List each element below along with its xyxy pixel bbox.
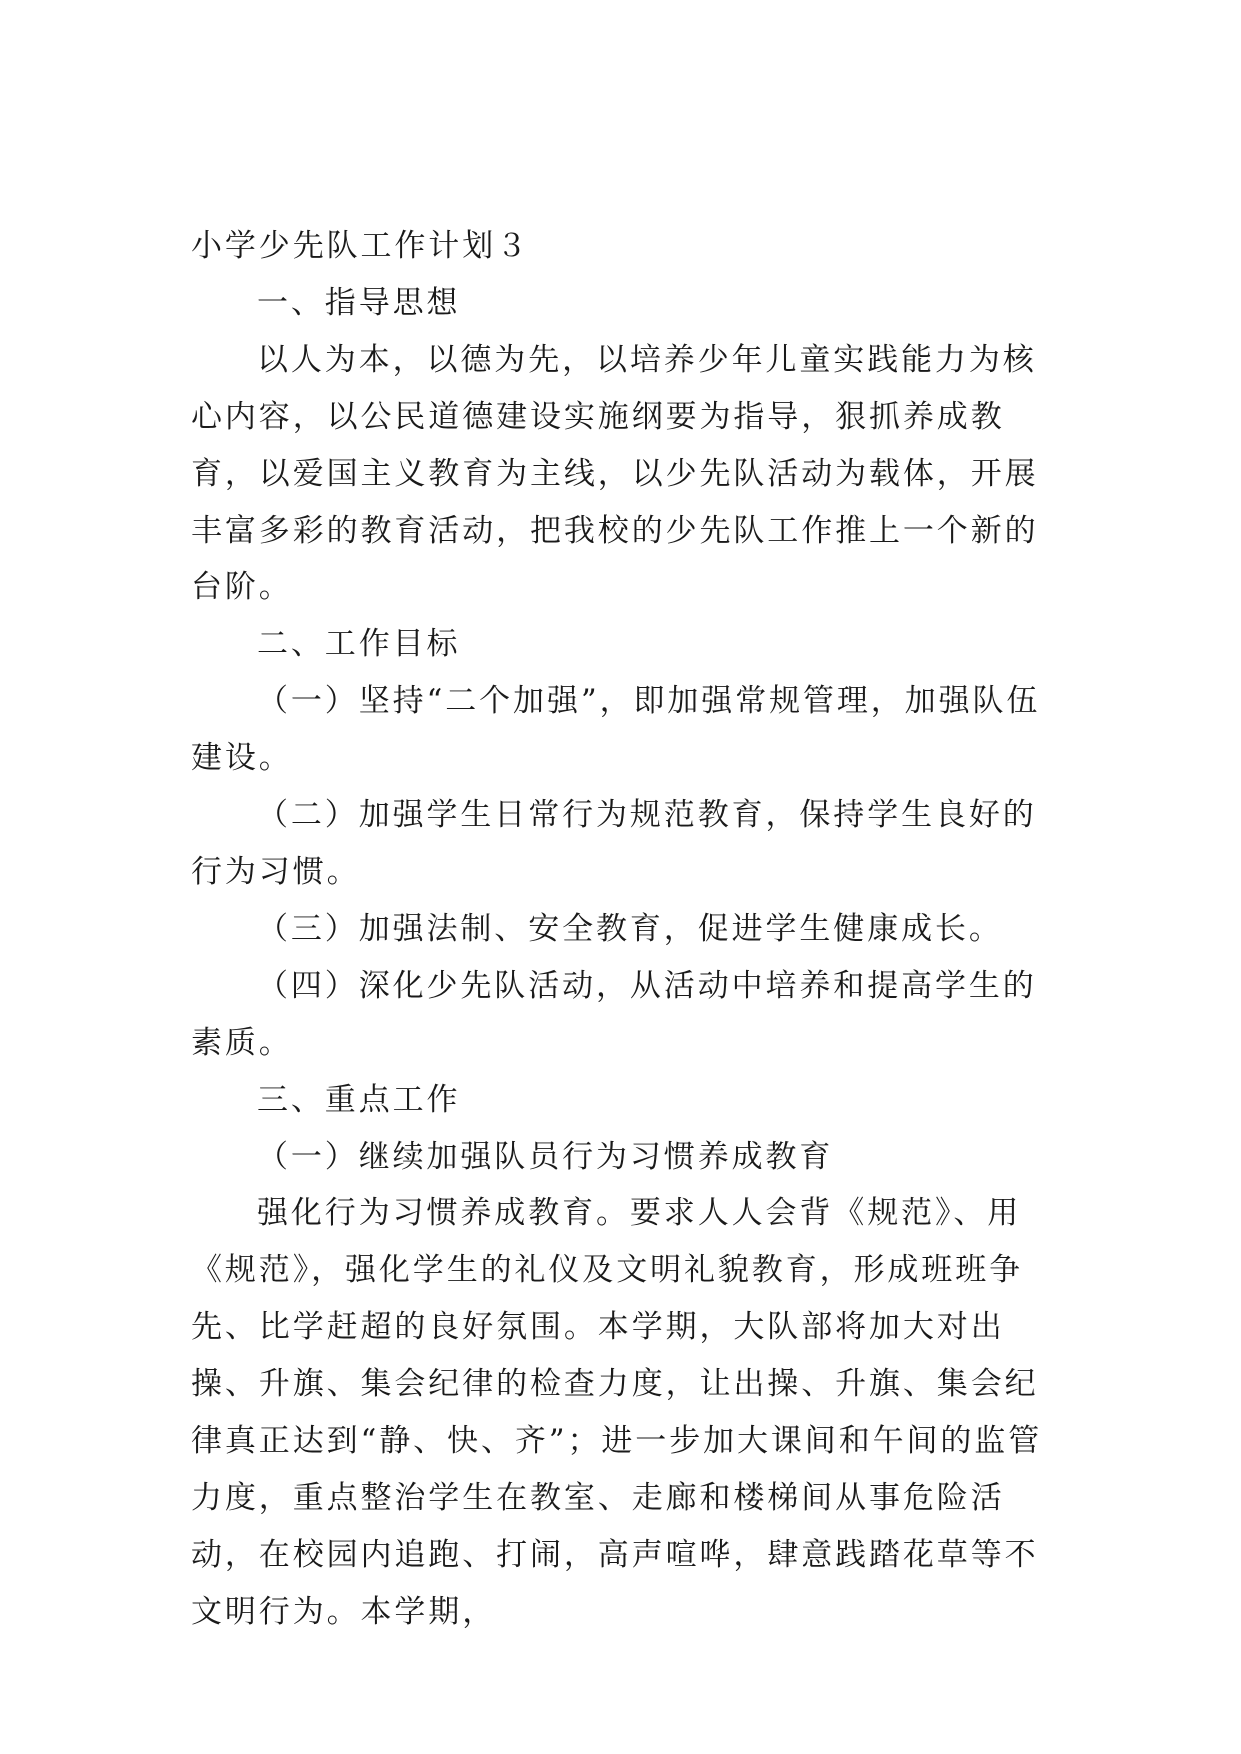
goal-item-2: （二）加强学生日常行为规范教育，保持学生良好的行为习惯。 (191, 797, 1037, 890)
section-heading-work-goals: 二、工作目标 (257, 626, 461, 663)
document-title: 小学少先队工作计划３ (191, 228, 530, 264)
document-body (191, 218, 1059, 1641)
paragraph-guiding-ideology: 以人为本，以德为先，以培养少年儿童实践能力为核心内容，以公民道德建设实施纲要为指导，狠抓养成教育，以爱国主义教育为主线，以少先队活动为载体，开展丰富多彩的教育活动，把我校的少先队工作推上一个新的台阶。 (191, 341, 1039, 606)
section-heading-guiding-ideology: 一、指导思想 (257, 284, 461, 321)
key-work-item-1-heading: （一）继续加强队员行为习惯养成教育 (257, 1138, 834, 1175)
goal-item-4: （四）深化少先队活动，从活动中培养和提高学生的素质。 (191, 967, 1037, 1061)
goal-item-1: （一）坚持“二个加强”，即加强常规管理，加强队伍建设。 (191, 683, 1041, 777)
paragraph-habit-education: 强化行为习惯养成教育。要求人人会背《规范》、用《规范》，强化学生的礼仪及文明礼貌教育，形成班班争先、比学赶超的良好氛围。本学期，大队部将加大对出操、升旗、集会纪律的检查力度，让出操、升旗、集会纪律真正达到“静、快、齐”；进一步加大课间和午间的监管力度，重点整治学生在教室、走廊和楼梯间从事危险活动，在校园内追跑、打闹，高声喧哗，肆意践踏花草等不文明行为。本学期， (191, 1195, 1043, 1630)
section-heading-key-work: 三、重点工作 (257, 1081, 461, 1118)
goal-item-3: （三）加强法制、安全教育，促进学生健康成长。 (257, 910, 1003, 947)
